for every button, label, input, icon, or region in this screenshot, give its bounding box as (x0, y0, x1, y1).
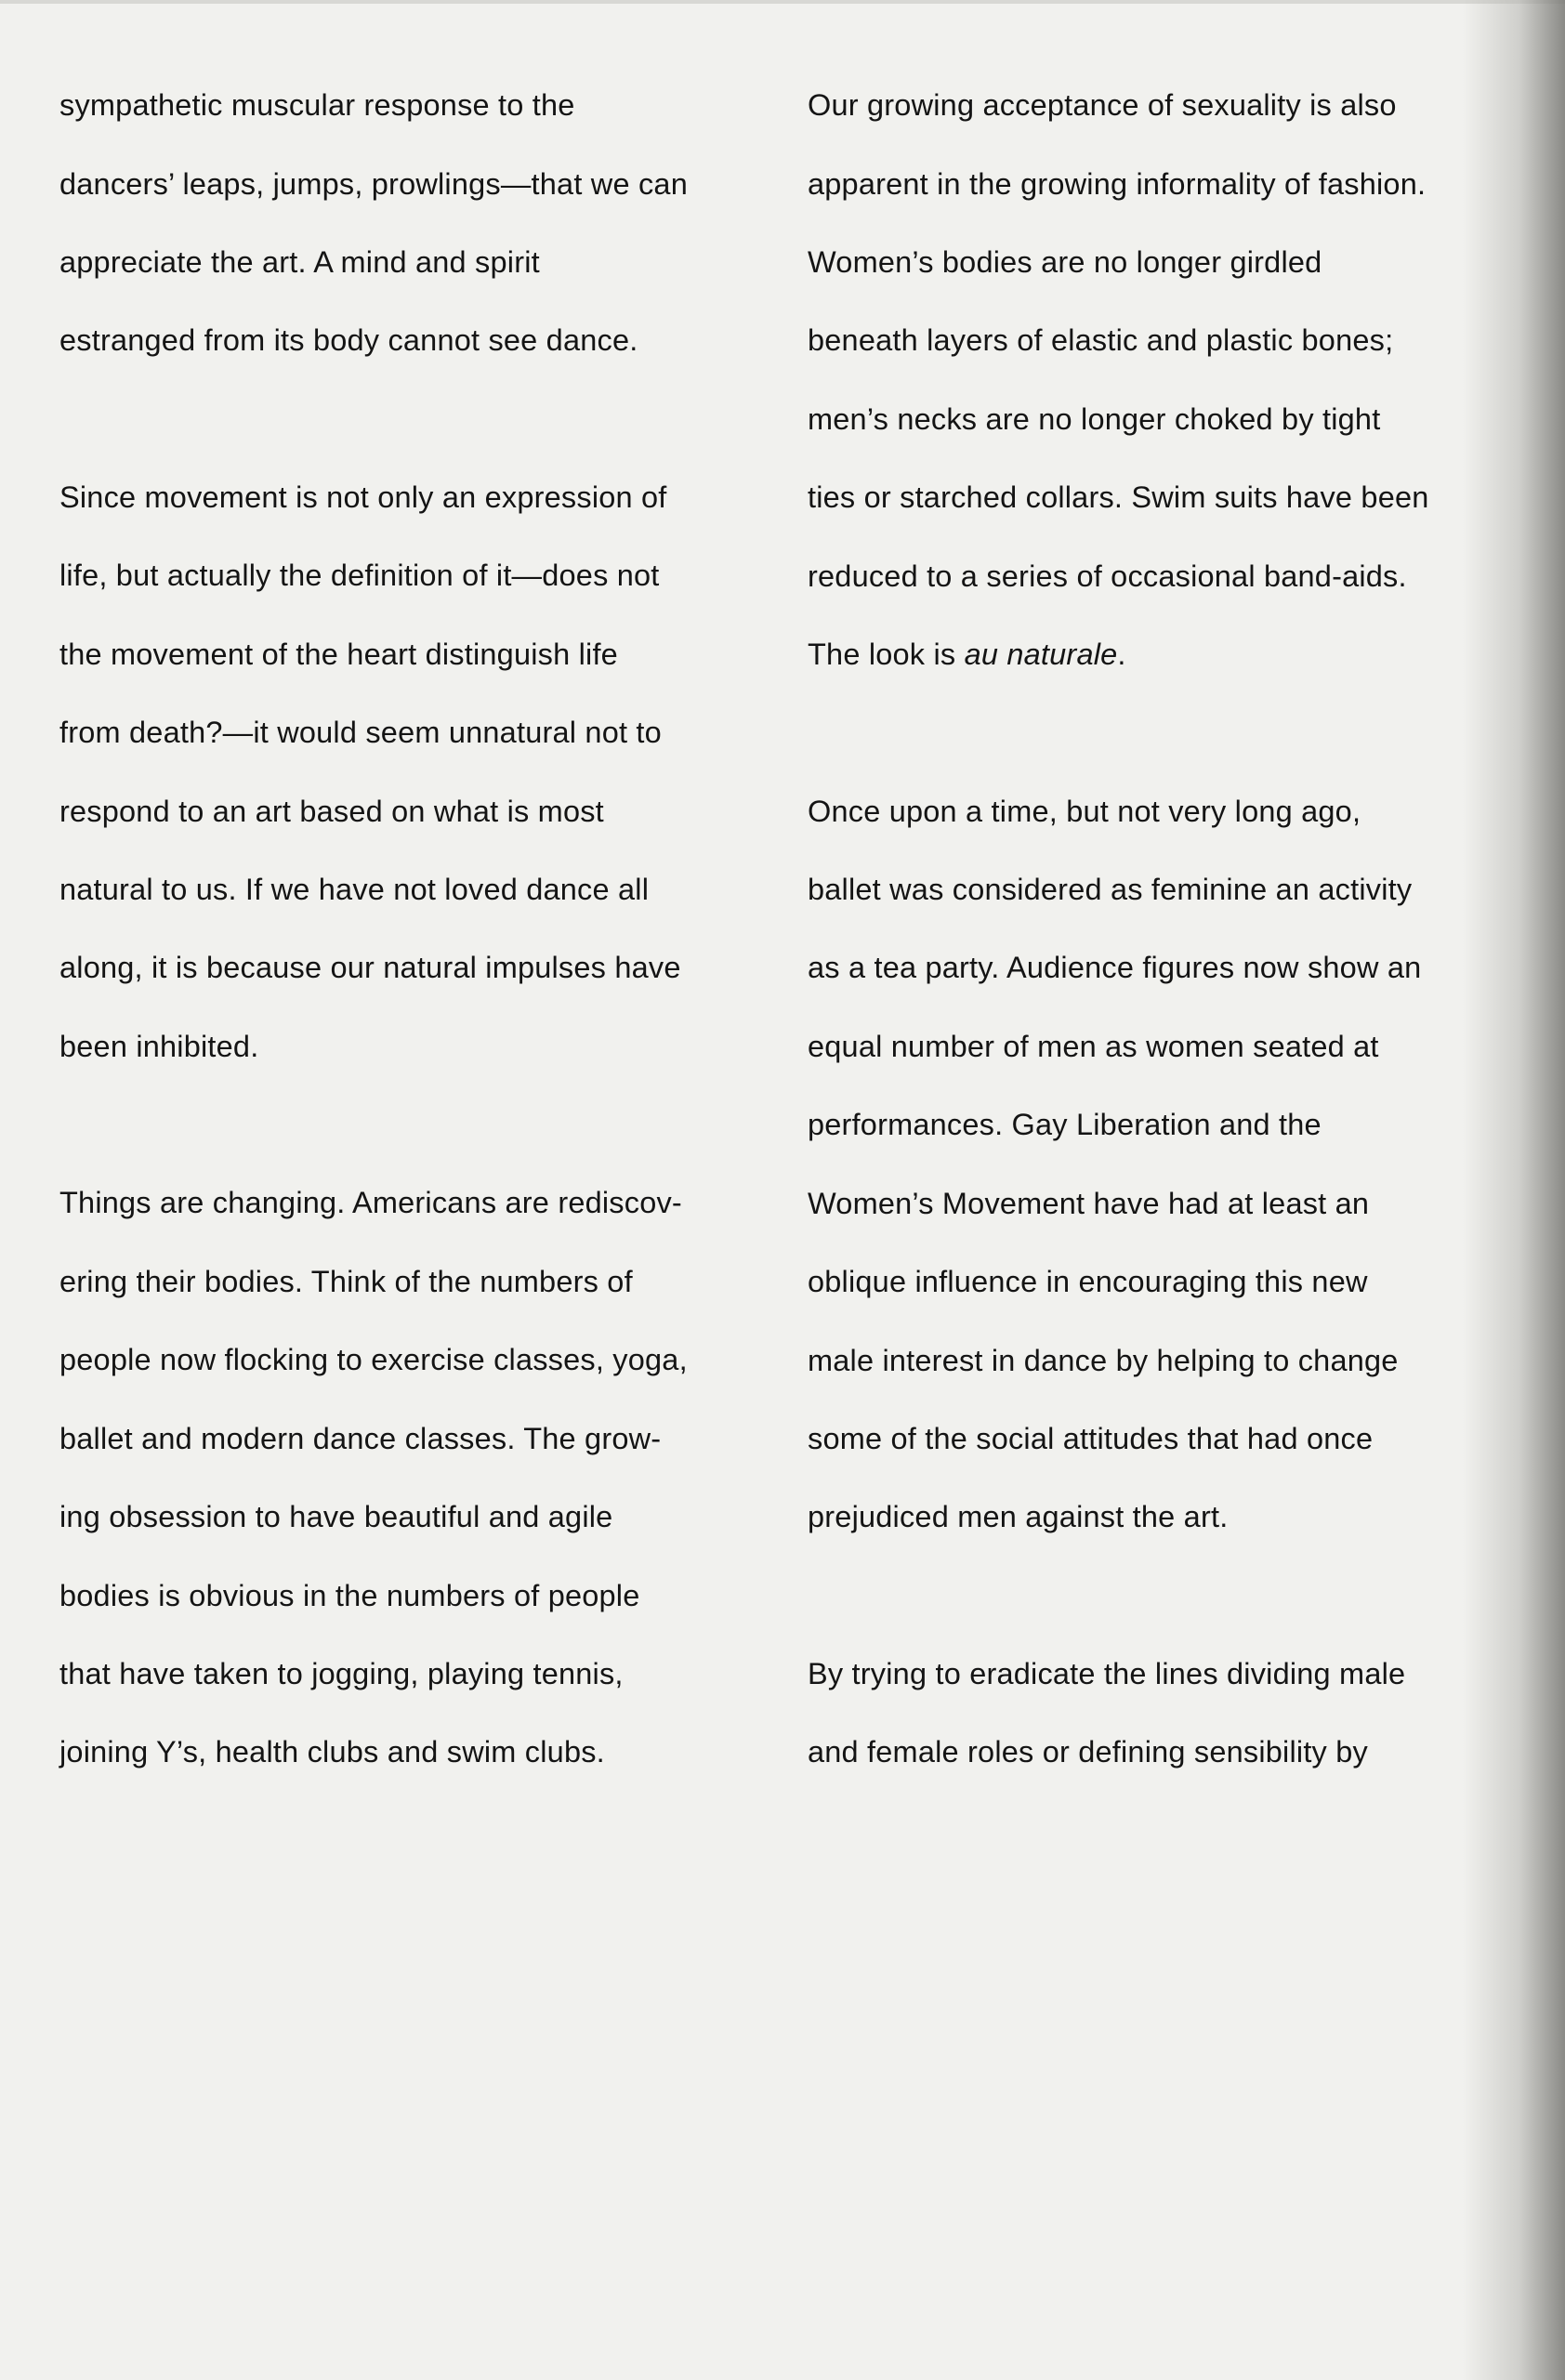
text-segment: . (1117, 638, 1126, 672)
text-line: reduced to a series of occasional band-aids. (808, 559, 1407, 593)
text-line: ing obsession to have beautiful and agile (59, 1500, 613, 1534)
paragraph-sexuality-fashion (808, 46, 1514, 713)
paragraph-movement-life (59, 439, 766, 1105)
text-line: Women’s Movement have had at least an (808, 1186, 1370, 1220)
text-line: life, but actually the definition of it—does not (59, 559, 660, 593)
left-column (59, 46, 766, 1850)
text-line: from death?—it would seem unnatural not to (59, 716, 662, 750)
text-line (808, 635, 1514, 674)
text-line: ballet was considered as feminine an activity (808, 873, 1413, 907)
text-line: dancers’ leaps, jumps, prowlings—that we can (59, 166, 688, 201)
text-line: prejudiced men against the art. (808, 1500, 1229, 1534)
text-line: appreciate the art. A mind and spirit (59, 245, 540, 280)
text-line: joining Y’s, health clubs and swim clubs. (59, 1735, 605, 1769)
paragraph-ballet-feminine (808, 752, 1514, 1575)
text-line: ering their bodies. Think of the numbers of (59, 1264, 633, 1298)
text-line: some of the social attitudes that had once (808, 1421, 1374, 1455)
text-line: that have taken to jogging, playing tennis, (59, 1656, 624, 1690)
text-line: been inhibited. (59, 1029, 259, 1063)
text-line: people now flocking to exercise classes, yoga, (59, 1343, 688, 1377)
text-line: equal number of men as women seated at (808, 1029, 1379, 1063)
text-line: men’s necks are no longer choked by tight (808, 401, 1381, 436)
text-line: Our growing acceptance of sexuality is also (808, 88, 1397, 123)
text-line: estranged from its body cannot see dance. (59, 323, 638, 358)
text-line: performances. Gay Liberation and the (808, 1108, 1322, 1142)
text-line: oblique influence in encouraging this new (808, 1265, 1368, 1299)
text-line: ballet and modern dance classes. The grow- (59, 1421, 662, 1455)
text-line: bodies is obvious in the numbers of people (59, 1578, 640, 1612)
text-line: the movement of the heart distinguish life (59, 637, 618, 671)
text-line: and female roles or defining sensibility by (808, 1735, 1368, 1769)
text-line: Women’s bodies are no longer girdled (808, 245, 1322, 280)
paragraph-things-changing (59, 1144, 766, 1810)
text-line: Things are changing. Americans are rediscov- (59, 1186, 682, 1220)
italic-phrase: au naturale (964, 638, 1118, 672)
text-line: along, it is because our natural impulses have (59, 951, 681, 985)
text-line: By trying to eradicate the lines dividing male (808, 1656, 1406, 1690)
text-line: Once upon a time, but not very long ago, (808, 794, 1361, 828)
paragraph-dividing-roles (808, 1615, 1514, 1811)
text-line: apparent in the growing informality of fashion. (808, 166, 1427, 201)
text-line: ties or starched collars. Swim suits have been (808, 480, 1429, 515)
text-segment: The look is (808, 638, 965, 672)
right-column (808, 46, 1514, 1850)
text-line: beneath layers of elastic and plastic bones; (808, 323, 1394, 358)
text-line: sympathetic muscular response to the (59, 88, 575, 123)
text-line: as a tea party. Audience figures now show an (808, 951, 1422, 985)
text-line: male interest in dance by helping to change (808, 1343, 1399, 1377)
page-binding-shadow (1463, 0, 1565, 2380)
text-line: Since movement is not only an expression of (59, 480, 667, 515)
paragraph-dance-response (59, 46, 766, 400)
text-line: natural to us. If we have not loved dance all (59, 873, 650, 907)
text-line: respond to an art based on what is most (59, 794, 604, 828)
page-edge (0, 0, 1565, 4)
